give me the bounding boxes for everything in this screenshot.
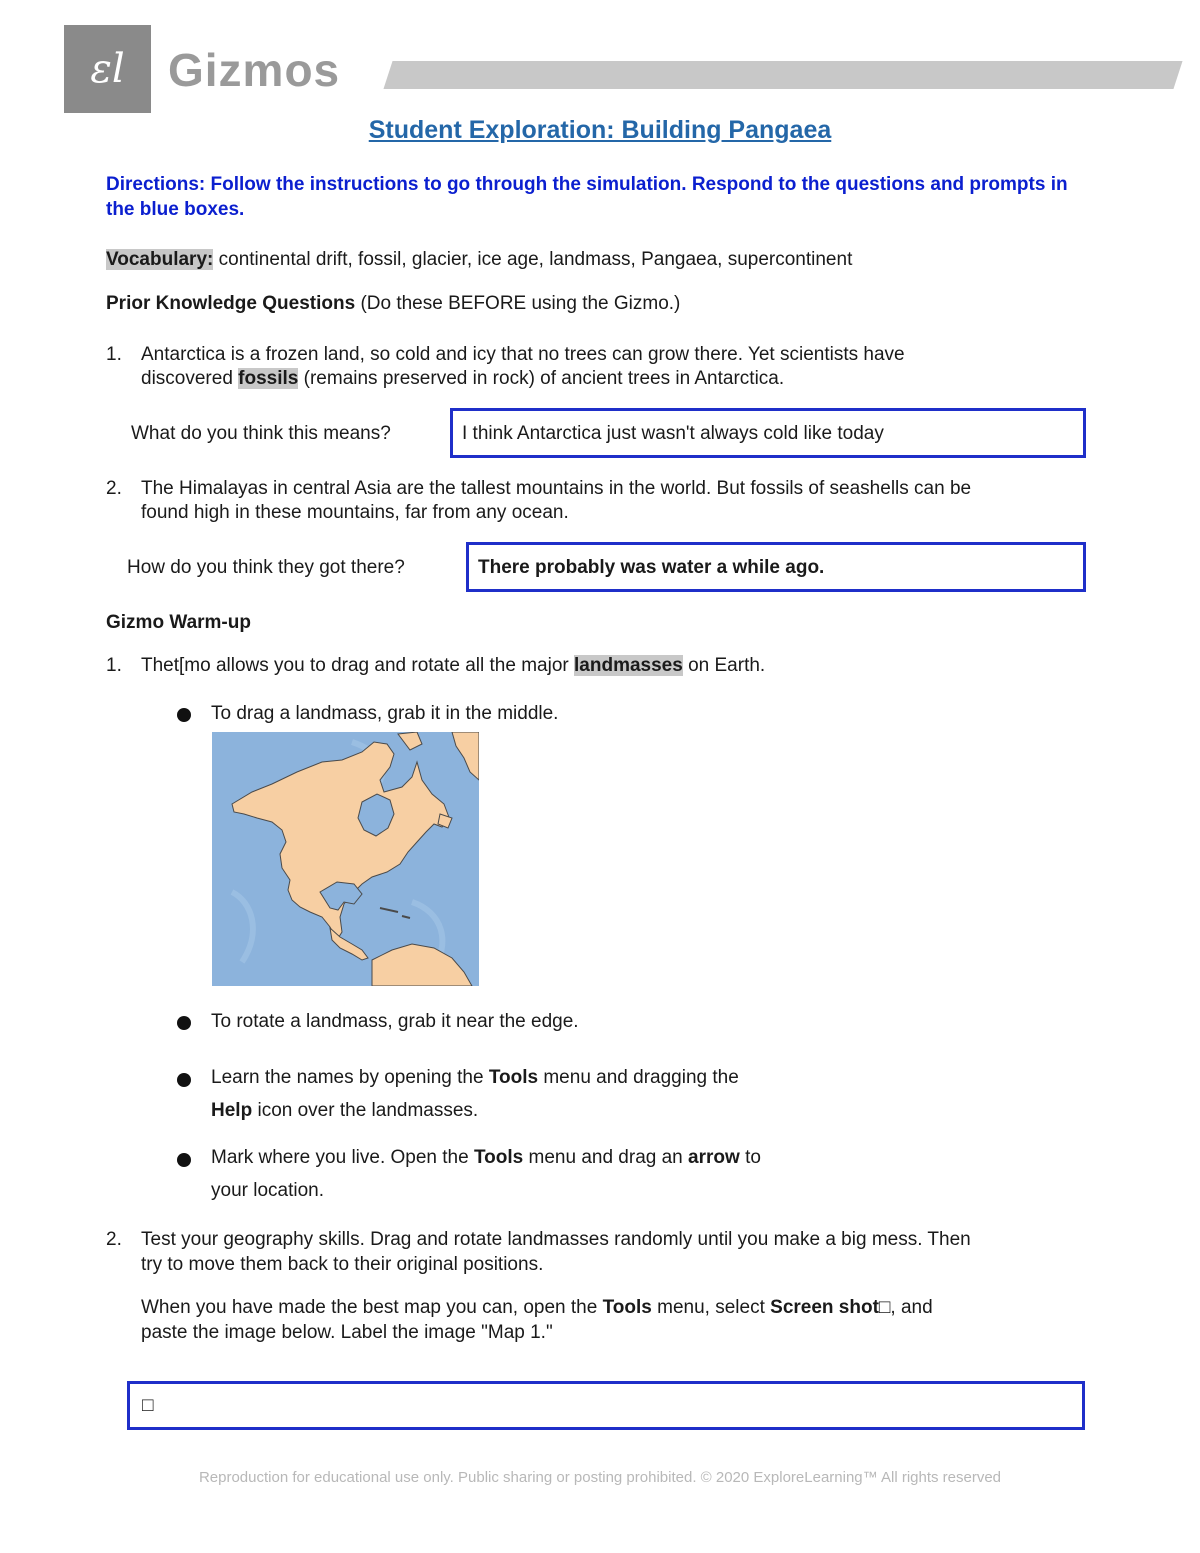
- map-1-answer-placeholder[interactable]: □: [142, 1395, 154, 1416]
- vocabulary-label: Vocabulary:: [106, 249, 214, 270]
- landmasses-keyword: landmasses: [574, 655, 683, 676]
- warmup-2-text-line-2: try to move them back to their original positions.: [141, 1254, 544, 1275]
- bullet-3-line-1: [211, 1065, 911, 1090]
- bullet-4-line-1: [211, 1145, 911, 1170]
- b4-to: to: [745, 1147, 761, 1168]
- b4-pre: Mark where you live. Open the: [211, 1147, 469, 1168]
- bullet-icon: [177, 708, 191, 722]
- question-1-text-line-1: Antarctica is a frozen land, so cold and icy that no trees can grow there. Yet scientists have: [141, 344, 905, 365]
- warmup-1-pre: Thet[mo allows you to drag and rotate all the major: [141, 655, 569, 676]
- explorelearning-logo: [64, 25, 151, 113]
- vocabulary-terms: continental drift, fossil, glacier, ice age, landmass, Pangaea, supercontinent: [218, 249, 853, 270]
- question-2-number: 2.: [106, 478, 122, 499]
- question-1-answer-box[interactable]: [450, 408, 1086, 458]
- warmup-2-number: 2.: [106, 1229, 122, 1250]
- bullet-icon: [177, 1153, 191, 1167]
- p-screen-shot: Screen shot: [770, 1297, 879, 1318]
- question-2-answer[interactable]: There probably was water a while ago.: [478, 556, 825, 578]
- b4-tools: Tools: [473, 1147, 524, 1168]
- map-1-answer-box[interactable]: [127, 1381, 1085, 1430]
- p-post: , and: [890, 1297, 933, 1318]
- bullet-4-line-2: your location.: [211, 1180, 325, 1201]
- question-1-prompt: What do you think this means?: [131, 423, 391, 444]
- question-2-answer-box[interactable]: [466, 542, 1086, 592]
- b3-post: icon over the landmasses.: [257, 1100, 479, 1121]
- header-bar: [383, 61, 1182, 89]
- b4-arrow: arrow: [688, 1147, 740, 1168]
- q1-text-post: (remains preserved in rock) of ancient trees in Antarctica.: [303, 368, 785, 389]
- q1-text-pre: discovered: [141, 368, 233, 389]
- p-mid: menu, select: [657, 1297, 765, 1318]
- warmup-1-text: [141, 653, 1101, 678]
- bullet-icon: [177, 1073, 191, 1087]
- prior-knowledge-heading: Prior Knowledge Questions: [106, 293, 356, 314]
- prior-knowledge-note: (Do these BEFORE using the Gizmo.): [360, 293, 681, 314]
- bullet-1-text: To drag a landmass, grab it in the middle.: [211, 703, 559, 724]
- question-1-text-line-2: [141, 366, 1101, 391]
- footer-copyright: Reproduction for educational use only. Public sharing or posting prohibited. © 2020 ExploreLearning™ All rights reserved: [198, 1469, 1002, 1486]
- bullet-icon: [177, 1016, 191, 1030]
- gizmos-brand: Gizmos: [168, 44, 341, 96]
- warmup-heading: [106, 610, 251, 635]
- directions: Directions: Follow the instructions to go through the simulation. Respond to the questions and prompts in the blue boxes.: [106, 174, 1068, 220]
- b4-mid: menu and drag an: [528, 1147, 683, 1168]
- p-pre: When you have made the best map you can, open the: [141, 1297, 598, 1318]
- warmup-1-post: on Earth.: [688, 655, 766, 676]
- screen-shot-icon: □: [878, 1297, 891, 1318]
- question-2-text-line-1: The Himalayas in central Asia are the tallest mountains in the world. But fossils of seashells can be: [141, 478, 972, 499]
- warmup-2-paragraph-line-2: paste the image below. Label the image "Map 1.": [141, 1322, 553, 1343]
- prior-knowledge-heading-line: [106, 291, 1106, 316]
- b3-tools: Tools: [488, 1067, 539, 1088]
- warmup-heading-text: Gizmo Warm-up: [106, 612, 251, 633]
- question-1-answer[interactable]: I think Antarctica just wasn't always cold like today: [462, 422, 884, 444]
- b3-pre: Learn the names by opening the: [211, 1067, 484, 1088]
- logo-glyph: ɛl: [90, 45, 125, 92]
- question-2-text-line-2: found high in these mountains, far from any ocean.: [141, 502, 569, 523]
- fossils-keyword: fossils: [238, 368, 299, 389]
- bullet-2-text: To rotate a landmass, grab it near the edge.: [211, 1011, 579, 1032]
- vocabulary-line: [106, 247, 1106, 272]
- question-2-prompt: How do you think they got there?: [127, 557, 405, 578]
- bullet-3-line-2: [211, 1098, 911, 1123]
- question-1-number: 1.: [106, 344, 122, 365]
- p-tools: Tools: [602, 1297, 652, 1318]
- b3-help: Help: [211, 1100, 253, 1121]
- warmup-1-number: 1.: [106, 655, 122, 676]
- page-title: Student Exploration: Building Pangaea: [368, 116, 832, 144]
- b3-mid: menu and dragging the: [543, 1067, 739, 1088]
- warmup-2-text-line-1: Test your geography skills. Drag and rotate landmasses randomly until you make a big mess. Then: [141, 1229, 971, 1250]
- north-america-map-svg: [212, 732, 479, 986]
- north-america-map: [212, 732, 479, 986]
- warmup-2-paragraph-line-1: [141, 1295, 1101, 1320]
